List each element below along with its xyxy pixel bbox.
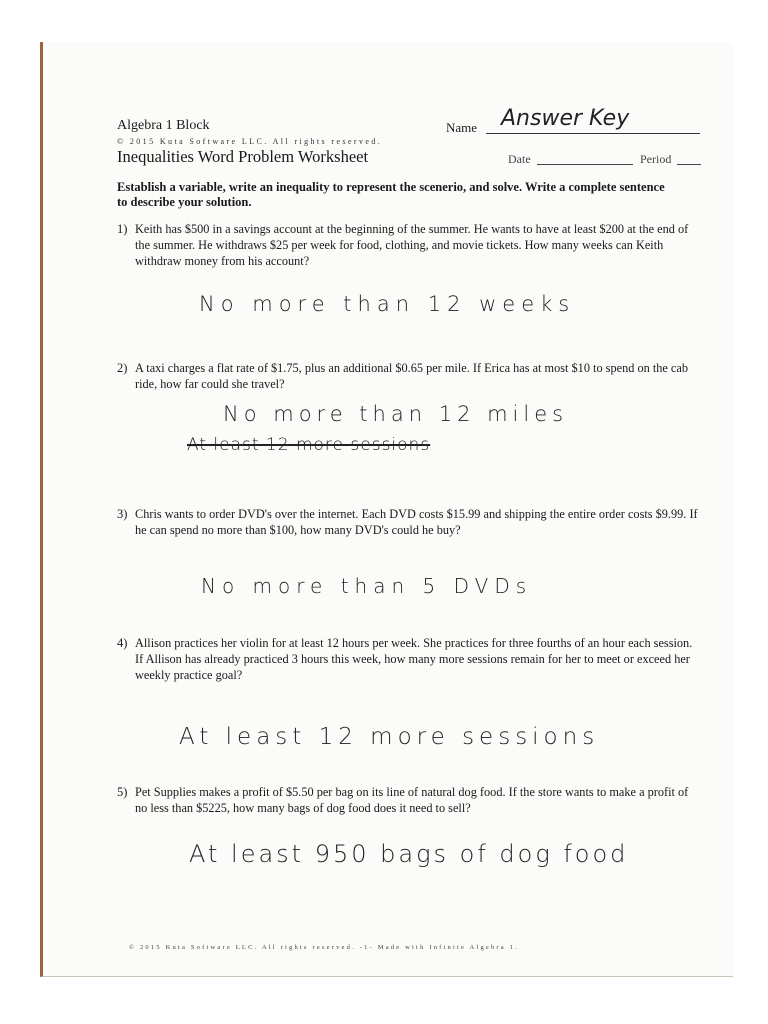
- name-line: [486, 133, 700, 134]
- period-line: [677, 164, 701, 165]
- answer-handwritten: No more than 12 weeks: [199, 292, 576, 316]
- date-label: Date: [508, 152, 531, 166]
- question-text: Chris wants to order DVD's over the internet. Each DVD costs $15.99 and shipping the entire order costs $9.99. If he can spend no more than $100, how many DVD's could he buy?: [135, 507, 698, 537]
- instructions: Establish a variable, write an inequality to represent the scenerio, and solve. Write a complete sentence to describe your solution.: [117, 180, 665, 209]
- question-number: 3): [117, 507, 128, 521]
- answer-handwritten: No more than 5 DVDs: [201, 574, 533, 598]
- answer-handwritten: At least 12 more sessions: [179, 724, 600, 750]
- question-number: 5): [117, 785, 128, 799]
- question-number: 2): [117, 361, 128, 375]
- name-handwritten: Answer Key: [501, 106, 630, 131]
- question-number: 1): [117, 222, 128, 236]
- question-text: A taxi charges a flat rate of $1.75, plus an additional $0.65 per mile. If Erica has at most $10 to spend on the cab ride, how far could she travel?: [135, 361, 688, 391]
- question-text: Pet Supplies makes a profit of $5.50 per bag on its line of natural dog food. If the store wants to make a profit of no less than $5225, how many bags of dog food does it need to sell?: [135, 785, 689, 815]
- worksheet-page: [40, 42, 733, 977]
- crossed-out-answer: At least 12 more sessions: [187, 435, 431, 455]
- copyright-notice: © 2015 Kuta Software LLC. All rights reserved.: [117, 137, 383, 146]
- date-line: [537, 164, 633, 165]
- period-label: Period: [640, 152, 672, 166]
- page-footer: © 2015 Kuta Software LLC. All rights reserved. -1- Made with Infinite Algebra 1.: [129, 944, 519, 951]
- answer-handwritten: No more than 12 miles: [223, 402, 569, 426]
- question-text: Keith has $500 in a savings account at the beginning of the summer. He wants to have at least $200 at the end of the summer. He withdraws $25 per week for food, clothing, and movie tickets. How many weeks can Keith withdraw money from his account?: [135, 222, 689, 268]
- name-label: Name: [446, 120, 478, 135]
- answer-handwritten: At least 950 bags of dog food: [189, 840, 629, 868]
- question-text: Allison practices her violin for at least 12 hours per week. She practices for three fourths of an hour each session. If Allison has already practiced 3 hours this week, how many more sessions remain for her to meet or exceed her weekly practice goal?: [135, 636, 693, 682]
- page-title: Inequalities Word Problem Worksheet: [117, 147, 369, 166]
- class-block: Algebra 1 Block: [117, 118, 210, 133]
- question-number: 4): [117, 636, 128, 650]
